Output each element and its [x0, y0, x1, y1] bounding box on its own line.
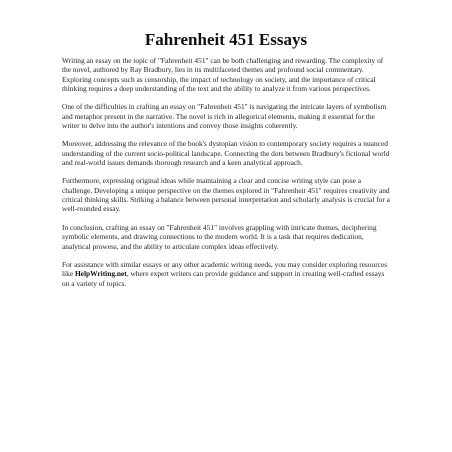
paragraph-conclusion: In conclusion, crafting an essay on "Fahrenheit 451" involves grappling with intricate themes, deciphering symbolic elements, and drawing connections to the modern world. It is a task that requires dedication, analytical prowess, and the ability to articulate complex ideas effectively.: [62, 222, 377, 251]
page-title: Fahrenheit 451 Essays: [144, 30, 308, 49]
paragraph-closing: [62, 260, 392, 288]
paragraph-intro: Writing an essay on the topic of "Fahrenheit 451" can be both challenging and rewarding. The complexity of the novel, authored by Ray Bradbury, lies in its multifaceted themes and profound social commentary. Exploring concepts such as censorship, the impact of technology on society, and the importance of critical thinking requires a deep understanding of the text and the ability to analyze it from various perspectives.: [62, 56, 384, 94]
essay-body: [62, 56, 392, 297]
closing-text-after: , where expert writers can provide guidance and support in creating well-crafted essays on a variety of topics.: [62, 269, 385, 288]
paragraph-symbolism: One of the difficulties in crafting an essay on "Fahrenheit 451" is navigating the intricate layers of symbolism and metaphor present in the narrative. The novel is rich in allegorical elements, making it essential for the writer to delve into the author's intentions and convey those insights coherently.: [62, 102, 387, 131]
helpwriting-link[interactable]: HelpWriting.net: [74, 269, 127, 279]
paragraph-originality: Furthermore, expressing original ideas while maintaining a clear and concise writing style can pose a challenge. Developing a unique perspective on the themes explored in "Fahrenheit 451" requires creativity and critical thinking skills. Striking a balance between personal interpretation and scholarly analysis is crucial for a well-rounded essay.: [62, 176, 390, 214]
paragraph-relevance: Moreover, addressing the relevance of the book's dystopian vision to contemporary society requires a nuanced understanding of the current socio-political landscape. Connecting the dots between Bradbury's fictional world and real-world issues demands thorough research and a keen analytical approach.: [62, 139, 390, 168]
closing-text-before: For assistance with similar essays or any other academic writing needs, you may consider exploring resources like: [62, 259, 388, 279]
